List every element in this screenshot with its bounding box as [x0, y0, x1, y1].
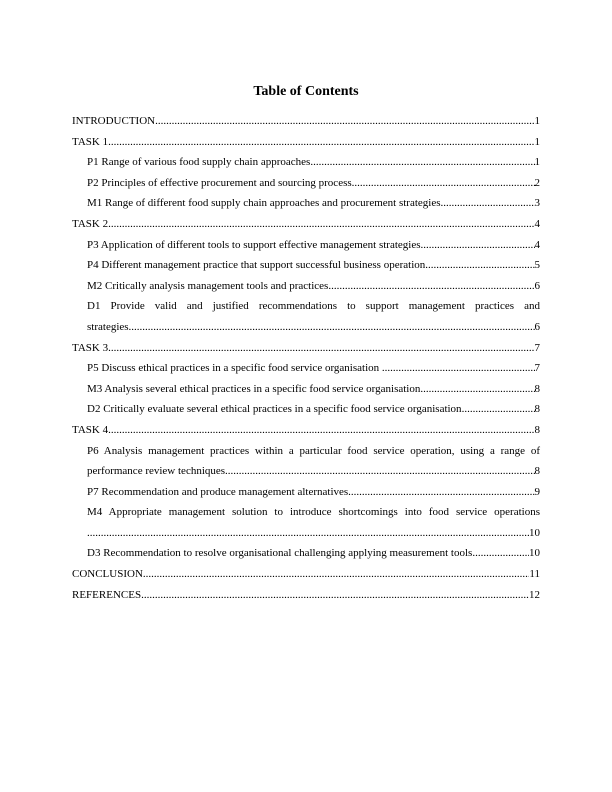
toc-entry-page: 7 — [534, 341, 540, 354]
toc-entry-label[interactable]: D3 Recommendation to resolve organisational challenging applying measurement tools — [87, 547, 473, 560]
toc-entry-page: 12 — [529, 588, 540, 601]
toc-entry-task-2[interactable] — [72, 214, 540, 235]
toc-leader-dots — [155, 111, 534, 132]
toc-entry-p2[interactable] — [72, 173, 540, 194]
toc-leader-dots — [420, 235, 534, 256]
toc-leader-dots — [348, 482, 534, 503]
toc-leader-dots — [141, 585, 529, 606]
toc-entry-conclusion[interactable] — [72, 564, 540, 585]
toc-entry-m2[interactable] — [72, 276, 540, 297]
toc-entry-page: 10 — [529, 526, 540, 539]
toc-entry-page: 3 — [534, 197, 540, 210]
toc-entry-page: 5 — [534, 259, 540, 272]
toc-entry-page: 6 — [534, 279, 540, 292]
toc-leader-dots — [108, 132, 534, 153]
toc-leader-dots — [472, 543, 529, 564]
toc-leader-dots — [87, 523, 529, 544]
toc-entry-label[interactable]: CONCLUSION — [72, 568, 143, 581]
toc-entry-p5[interactable] — [72, 358, 540, 379]
toc-leader-dots — [382, 358, 535, 379]
toc-entry-label[interactable]: P4 Different management practice that support successful business operation — [87, 259, 426, 272]
toc-entry-m3[interactable] — [72, 379, 540, 400]
toc-entry-m1[interactable] — [72, 193, 540, 214]
toc-leader-dots — [108, 338, 534, 359]
toc-entry-label[interactable]: TASK 4 — [72, 423, 109, 436]
toc-leader-dots — [352, 173, 535, 194]
toc-leader-dots — [108, 420, 534, 441]
toc-entry-label-line1[interactable]: D1 Provide valid and justified recommendations to support management practices and — [87, 300, 540, 313]
toc-entry-task-3[interactable] — [72, 338, 540, 359]
toc-entry-label[interactable]: D2 Critically evaluate several ethical practices in a specific food service organisation — [87, 403, 462, 416]
toc-entry-label-line1[interactable]: P6 Analysis management practices within a particular food service operation, using a range of — [87, 444, 540, 457]
toc-entry-label[interactable]: P1 Range of various food supply chain approaches — [87, 156, 311, 169]
toc-entry-page: 9 — [534, 485, 540, 498]
toc-leader-dots — [328, 276, 534, 297]
toc-leader-dots — [225, 461, 534, 482]
toc-entry-label[interactable]: M1 Range of different food supply chain approaches and procurement strategies — [87, 197, 441, 210]
toc-entry-page: 4 — [534, 238, 540, 251]
toc-entry-page: 6 — [534, 320, 540, 333]
toc-entry-label[interactable]: M2 Critically analysis management tools and practices — [87, 279, 329, 292]
toc-entry-label[interactable]: TASK 2 — [72, 217, 109, 230]
toc-entry-page: 8 — [534, 382, 540, 395]
toc-entry-task-4[interactable] — [72, 420, 540, 441]
toc-entry-d3[interactable] — [72, 543, 540, 564]
toc-leader-dots — [441, 193, 535, 214]
toc-entry-page: 8 — [534, 465, 540, 478]
toc-leader-dots — [143, 564, 530, 585]
toc-entry-line2[interactable] — [87, 523, 540, 544]
toc-entry-label[interactable]: P5 Discuss ethical practices in a specific food service organisation — [87, 362, 382, 375]
toc-entry-page: 10 — [529, 547, 540, 560]
toc-entry-p7[interactable] — [72, 482, 540, 503]
toc-entry-p1[interactable] — [72, 152, 540, 173]
toc-entry-page: 4 — [534, 217, 540, 230]
toc-leader-dots — [129, 317, 535, 338]
toc-entry-label[interactable]: TASK 3 — [72, 341, 109, 354]
toc-entry-p4[interactable] — [72, 255, 540, 276]
toc-entry-d1[interactable] — [72, 296, 540, 337]
toc-entry-page: 2 — [534, 176, 540, 189]
toc-entry-label[interactable]: P3 Application of different tools to support effective management strategies — [87, 238, 421, 251]
toc-entry-label-line1[interactable]: M4 Appropriate management solution to introduce shortcomings into food service operations — [87, 506, 540, 519]
toc-entry-p3[interactable] — [72, 235, 540, 256]
toc-title: Table of Contents — [253, 84, 359, 99]
toc-list — [72, 111, 540, 605]
toc-entry-label-line2[interactable]: strategies — [87, 320, 129, 333]
toc-leader-dots — [420, 379, 534, 400]
toc-entry-page: 8 — [534, 403, 540, 416]
toc-entry-task-1[interactable] — [72, 132, 540, 153]
toc-entry-references[interactable] — [72, 585, 540, 606]
toc-entry-page: 7 — [534, 362, 540, 375]
toc-entry-line2[interactable] — [87, 317, 540, 338]
toc-entry-introduction[interactable] — [72, 111, 540, 132]
toc-entry-p6[interactable] — [72, 441, 540, 482]
toc-leader-dots — [425, 255, 534, 276]
toc-entry-page: 1 — [534, 135, 540, 148]
toc-entry-label[interactable]: M3 Analysis several ethical practices in a specific food service organisation — [87, 382, 421, 395]
toc-entry-label[interactable]: REFERENCES — [72, 588, 142, 601]
toc-leader-dots — [462, 399, 535, 420]
toc-leader-dots — [108, 214, 534, 235]
toc-entry-page: 11 — [529, 568, 540, 581]
toc-entry-page: 1 — [534, 156, 540, 169]
toc-entry-page: 8 — [534, 423, 540, 436]
toc-leader-dots — [310, 152, 534, 173]
toc-entry-label[interactable]: INTRODUCTION — [72, 115, 156, 127]
toc-entry-line2[interactable] — [87, 461, 540, 482]
toc-entry-d2[interactable] — [72, 399, 540, 420]
toc-entry-label[interactable]: P2 Principles of effective procurement and sourcing process — [87, 176, 352, 189]
toc-entry-label[interactable]: P7 Recommendation and produce management alternatives — [87, 485, 349, 498]
toc-entry-label-line2[interactable]: performance review techniques — [87, 465, 226, 478]
toc-entry-m4[interactable] — [72, 502, 540, 543]
toc-entry-page: 1 — [534, 115, 540, 127]
toc-entry-label[interactable]: TASK 1 — [72, 135, 109, 148]
